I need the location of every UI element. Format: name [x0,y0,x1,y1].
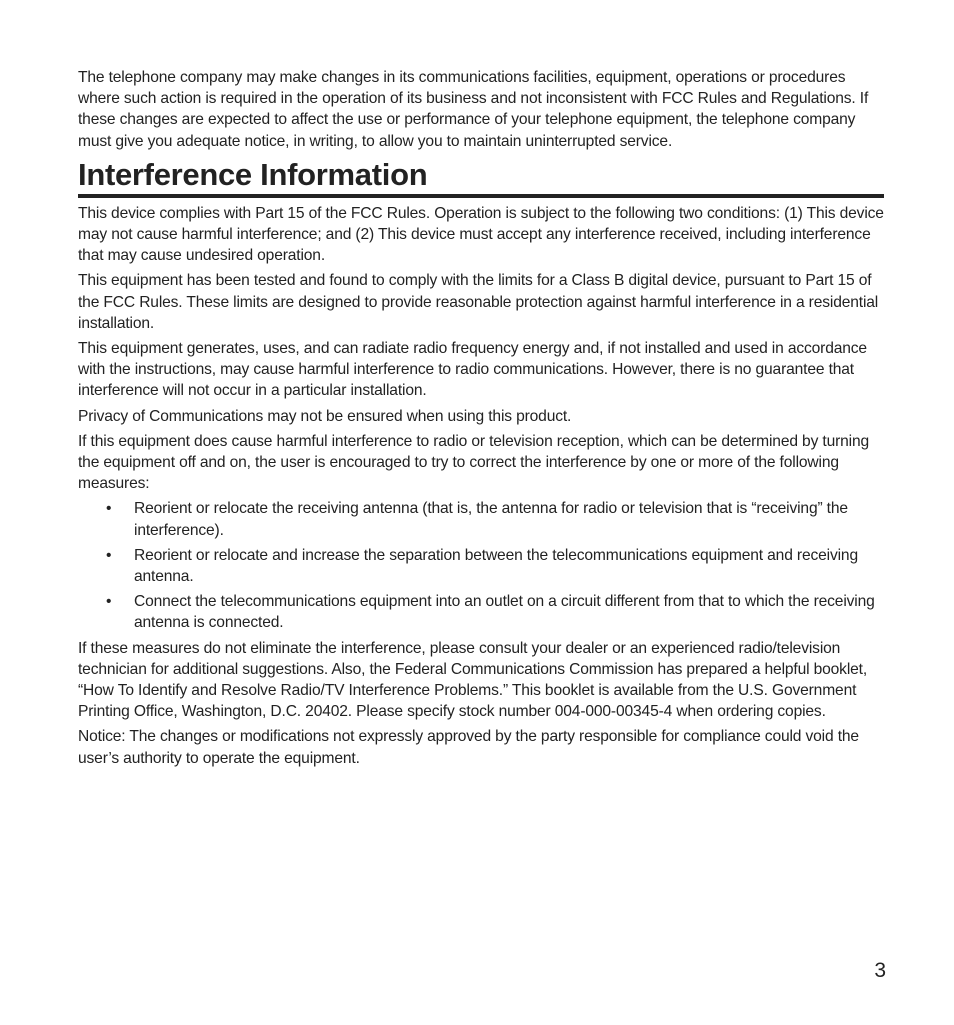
list-item [78,498,884,540]
bullet: • [106,593,112,611]
notice-paragraph: Notice: The changes or modifications not expressly approved by the party responsible for compliance could void the user’s authority to operate the equipment. [78,728,859,767]
list-item-text: Reorient or relocate and increase the separation between the telecommunications equipment and receiving antenna. [134,546,858,586]
radio-energy-paragraph: This equipment generates, uses, and can radiate radio frequency energy and, if not installed and used in accordance with the instructions, may cause harmful interference to radio communications. However, there is no guarantee that interference will not occur in a particular installation. [78,340,867,400]
document-page [78,67,884,773]
fcc-part15-paragraph: This device complies with Part 15 of the FCC Rules. Operation is subject to the following two conditions: (1) This device may not cause harmful interference; and (2) This device must accept any interference received, including interference that may cause undesired operation. [78,204,884,265]
intro-paragraph: The telephone company may make changes in its communications facilities, equipment, operations or procedures where such action is required in the operation of its business and not inconsistent with FCC Rules and Regulations. If these changes are expected to affect the use or performance of your telephone equipment, the telephone company must give you adequate notice, in writing, to allow you to maintain uninterrupted service. [78,69,869,150]
list-item-text: Connect the telecommunications equipment into an outlet on a circuit different from that to which the receiving antenna is connected. [134,593,875,632]
bullet: • [106,546,112,564]
consult-dealer-paragraph: If these measures do not eliminate the interference, please consult your dealer or an experienced radio/television technician for additional suggestions. Also, the Federal Communications Commission has prepared a helpful booklet, “How To Identify and Resolve Radio/TV Interference Problems.” This booklet is available from the U.S. Government Printing Office, Washington, D.C. 20402. Please specify stock number 004-000-00345-4 when ordering copies. [78,639,868,721]
section-heading: Interference Information [78,156,884,198]
measures-intro-paragraph: If this equipment does cause harmful interference to radio or television reception, which can be determined by turning the equipment off and on, the user is encouraged to try to correct the interference by one or more of the following measures: [78,432,870,493]
list-item-text: Reorient or relocate the receiving antenna (that is, the antenna for radio or television that is “receiving” the interference). [134,500,848,539]
list-item [78,591,884,633]
page-number: 3 [874,959,886,982]
class-b-paragraph: This equipment has been tested and found to comply with the limits for a Class B digital device, pursuant to Part 15 of the FCC Rules. These limits are designed to provide reasonable protection against harmful interference in a residential installation. [78,272,879,332]
list-item [78,545,884,587]
privacy-paragraph: Privacy of Communications may not be ensured when using this product. [78,407,572,425]
bullet: • [106,500,112,518]
measures-list [78,498,884,633]
